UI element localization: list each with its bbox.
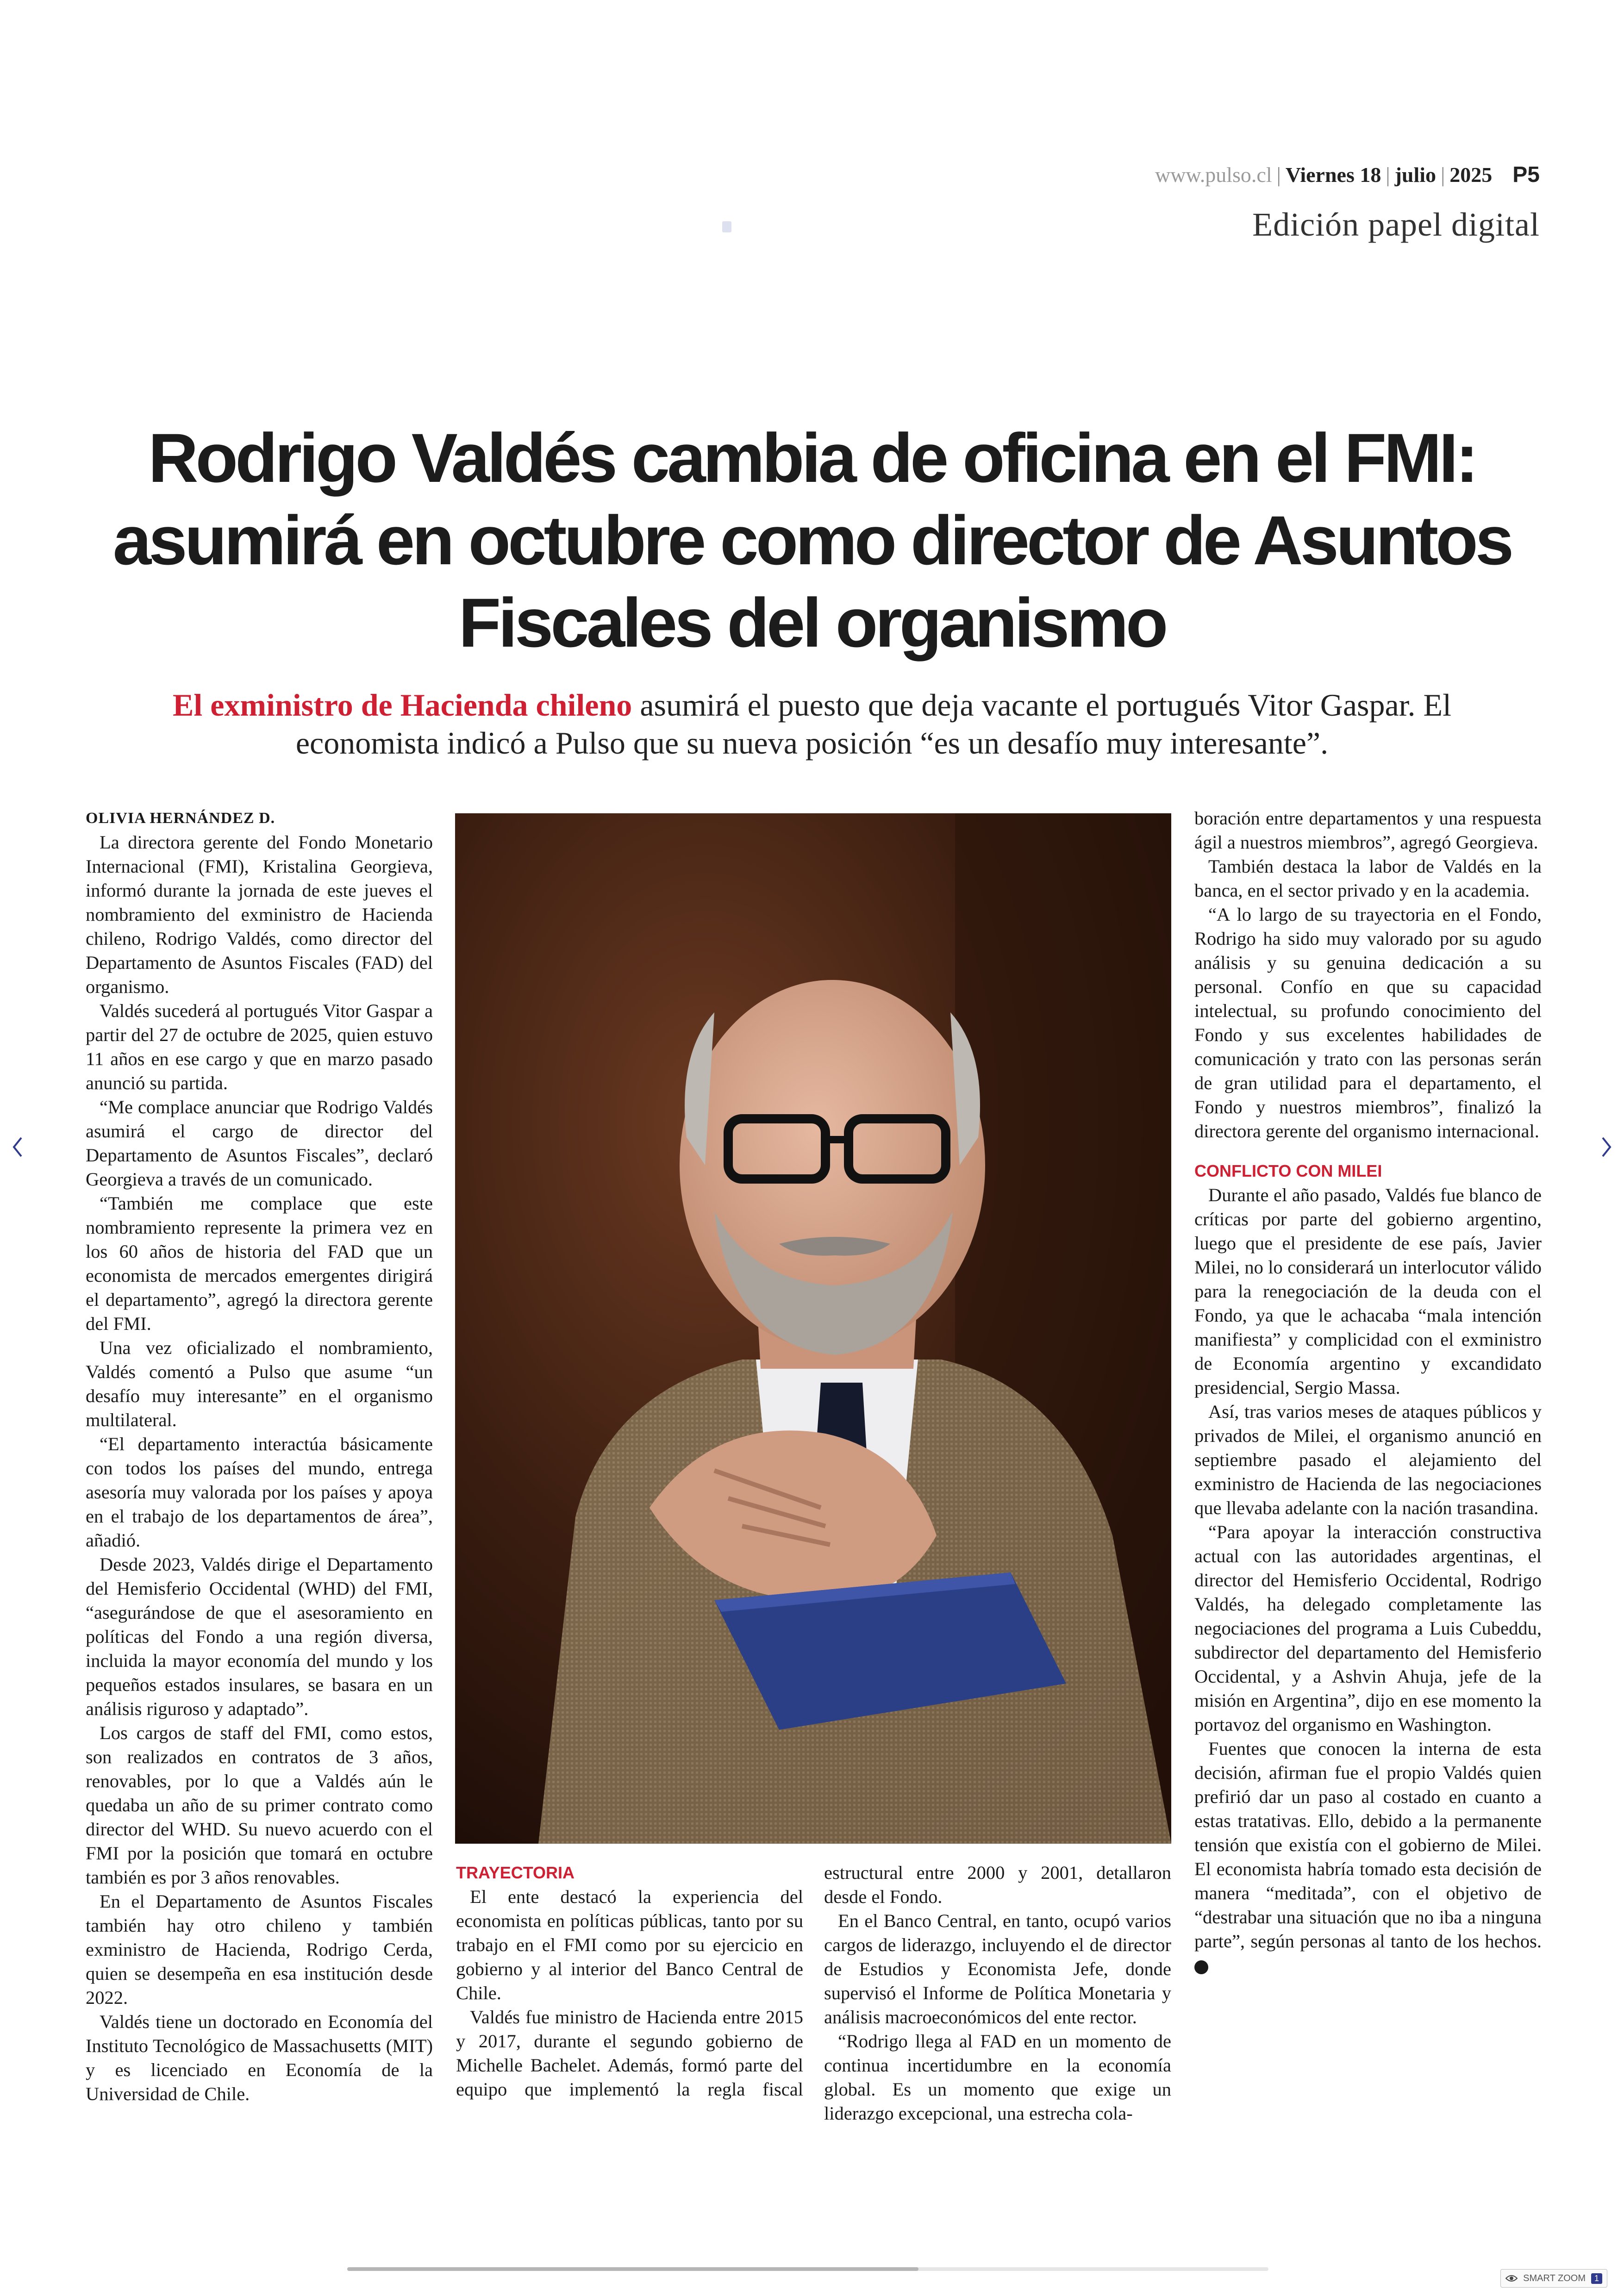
article-column-right xyxy=(1194,806,1542,1977)
paragraph xyxy=(1194,1737,1542,1977)
paragraph: Desde 2023, Valdés dirige el Departamento del Hemisferio Occidental (WHD) del FMI, “asegurándose de que el asesoramiento en políticas del Fondo a una región diversa, incluida la mayor economía del mundo y los pequeños estados insulares, se basara en un análisis riguroso y adaptado”. xyxy=(86,1554,433,1719)
chevron-right-icon xyxy=(1599,1133,1614,1161)
subheadline xyxy=(93,686,1531,762)
article-photo xyxy=(455,813,1171,1844)
paragraph: Valdés tiene un doctorado en Economía del Instituto Tecnológico de Massachusetts (MIT) y es licenciado en Economía de la Universidad de Chile. xyxy=(86,2011,433,2104)
next-page-button[interactable] xyxy=(1599,1133,1614,1161)
date-month: julio xyxy=(1394,163,1437,187)
previous-page-button[interactable] xyxy=(10,1133,25,1161)
paragraph: “Rodrigo llega al FAD en un momento de continua incertidumbre en la economía global. Es un momento que exige un liderazgo excepcional, una estrecha cola- xyxy=(824,2031,1171,2124)
caption-section-title: TRAYECTORIA xyxy=(456,1863,575,1882)
subhead-text: asumirá el puesto que deja vacante el portugués Vitor Gaspar. El xyxy=(640,687,1451,723)
last-paragraph-text: Fuentes que conocen la interna de esta decisión, afirman fue el propio Valdés quien prefirió dar un paso al costado en cuanto a estas tratativas. Ello, debido a la permanente tensión que existía con el gobierno de Milei. El economista habría tomado esta decisión de manera “meditada”, con el objetivo de “destrabar una situación que no iba a ninguna parte”, según personas al tanto de los hechos. xyxy=(1194,1738,1542,1952)
portrait-photo xyxy=(455,813,1171,1844)
smart-zoom-button[interactable] xyxy=(1500,2269,1607,2288)
photo-caption xyxy=(456,1861,1171,2126)
scrollbar-thumb[interactable] xyxy=(347,2267,918,2271)
smart-zoom-label: SMART ZOOM xyxy=(1523,2273,1586,2283)
paragraph: Así, tras varios meses de ataques públicos y privados de Milei, el organismo anunció en septiembre pasado el alejamiento del exministro de Hacienda de las negociaciones que llevaba adelante con la nación trasandina. xyxy=(1194,1401,1542,1518)
paragraph: Valdés fue ministro de Hacienda entre 2015 y 2017, durante el segundo gobierno de Michelle Bachelet. Además, formó parte del equipo que implementó la regla fiscal estructural entre 2000 y 2001, detallaron desde el Fondo. xyxy=(456,1862,1171,2100)
paragraph: “Para apoyar la interacción constructiva actual con las autoridades argentinas, el director del Hemisferio Occidental, Rodrigo Valdés, ha delegado completamente las negociaciones del programa a Luis Cubeddu, subdirector del departamento del Hemisferio Occidental, y a Ashvin Ahuja, jefe de la misión en Argentina”, dijo en ese momento la portavoz del organismo en Washington. xyxy=(1194,1522,1542,1735)
paragraph: “Me complace anunciar que Rodrigo Valdés asumirá el cargo de director del Departamento de Asuntos Fiscales”, declaró Georgieva a través de un comunicado. xyxy=(86,1097,433,1190)
headline xyxy=(69,417,1555,664)
page-number: P5 xyxy=(1512,162,1540,187)
subhead-line2: economista indicó a Pulso que su nueva posición “es un desafío muy interesante”. xyxy=(295,725,1329,761)
section-title: CONFLICTO CON MILEI xyxy=(1194,1161,1382,1180)
paragraph: “También me complace que este nombramiento represente la primera vez en los 60 años de historia del FAD que un economista de mercados emergentes dirigirá el departamento”, agregó la directora gerente del FMI. xyxy=(86,1193,433,1334)
paragraph: El ente destacó la experiencia del economista en políticas públicas, tanto por su trabajo en el FMI como por su ejercicio en gobierno y al interior del Banco Central de Chile. xyxy=(456,1886,803,2003)
edition-label: Edición papel digital xyxy=(1252,206,1540,243)
headline-line: Fiscales del organismo xyxy=(458,584,1166,661)
page-count-badge: 1 xyxy=(1591,2273,1602,2284)
dateline: www.pulso.cl | Viernes 18 | julio | 2025 P5 xyxy=(1155,162,1540,187)
paragraph: La directora gerente del Fondo Monetario Internacional (FMI), Kristalina Georgieva, informó durante la jornada de este jueves el nombramiento del exministro de Hacienda chileno, Rodrigo Valdés, como director del Departamento de Asuntos Fiscales (FAD) del organismo. xyxy=(86,832,433,997)
chevron-left-icon xyxy=(10,1133,25,1161)
article-end-icon: P xyxy=(1194,1960,1208,1974)
subhead-kicker: El exministro de Hacienda chileno xyxy=(173,687,632,723)
paragraph: “A lo largo de su trayectoria en el Fondo, Rodrigo ha sido muy valorado por su agudo análisis y su genuina dedicación a su personal. Confío en que su capacidad intelectual, su profundo conocimiento del Fondo y sus excelentes habilidades de comunicación y trato con las personas serán de gran utilidad para el departamento, el Fondo y nuestros miembros”, finalizó la directora gerente del organismo internacional. xyxy=(1194,904,1542,1141)
paragraph: Los cargos de staff del FMI, como estos, son realizados en contratos de 3 años, renovables, por lo que a Valdés aún le quedaba un año de su primer contrato como director del WHD. Su nuevo acuerdo con el FMI por la posición que tomará en octubre también es por 3 años renovables. xyxy=(86,1722,433,1888)
paragraph: En el Departamento de Asuntos Fiscales también hay otro chileno y también exministro de Hacienda, Rodrigo Cerda, quien se desempeña en esa institución desde 2022. xyxy=(86,1891,433,2008)
paragraph: boración entre departamentos y una respuesta ágil a nuestros miembros”, agregó Georgieva. xyxy=(1194,808,1542,853)
site-url: www.pulso.cl xyxy=(1155,163,1272,187)
paragraph: También destaca la labor de Valdés en la banca, en el sector privado y en la academia. xyxy=(1194,856,1542,901)
headline-line: asumirá en octubre como director de Asuntos xyxy=(112,501,1512,579)
paragraph: Valdés sucederá al portugués Vitor Gaspar a partir del 27 de octubre de 2025, quien estuvo 11 años en ese cargo y que en marzo pasado anunció su partida. xyxy=(86,1000,433,1093)
page-scrollbar[interactable] xyxy=(347,2267,1268,2271)
page-marker-icon xyxy=(722,221,731,232)
byline: OLIVIA HERNÁNDEZ D. xyxy=(86,810,275,827)
article-column-left xyxy=(86,806,433,2106)
eye-icon xyxy=(1505,2275,1518,2282)
date-year: 2025 xyxy=(1449,163,1493,187)
paragraph: En el Banco Central, en tanto, ocupó varios cargos de liderazgo, incluyendo el de director de Estudios y Economista Jefe, donde supervisó el Informe de Política Monetaria y análisis macroeconómicos del ente rector. xyxy=(824,1910,1171,2027)
paragraph: Durante el año pasado, Valdés fue blanco de críticas por parte del gobierno argentino, luego que el presidente de ese país, Javier Milei, no lo considerará un interlocutor válido para la renegociación de la deuda con el Fondo, ya que le achacaba “mala intención manifiesta” y complicidad con el exministro de Economía argentino y excandidato presidencial, Sergio Massa. xyxy=(1194,1185,1542,1398)
paragraph: “El departamento interactúa básicamente con todos los países del mundo, entrega asesoría muy valorada por los países y apoya en el trabajo de los departamentos de área”, añadió. xyxy=(86,1434,433,1551)
paragraph: Una vez oficializado el nombramiento, Valdés comentó a Pulso que asume “un desafío muy interesante” en el organismo multilateral. xyxy=(86,1337,433,1430)
date-day: Viernes 18 xyxy=(1285,163,1381,187)
headline-line: Rodrigo Valdés cambia de oficina en el FMI: xyxy=(148,419,1476,497)
